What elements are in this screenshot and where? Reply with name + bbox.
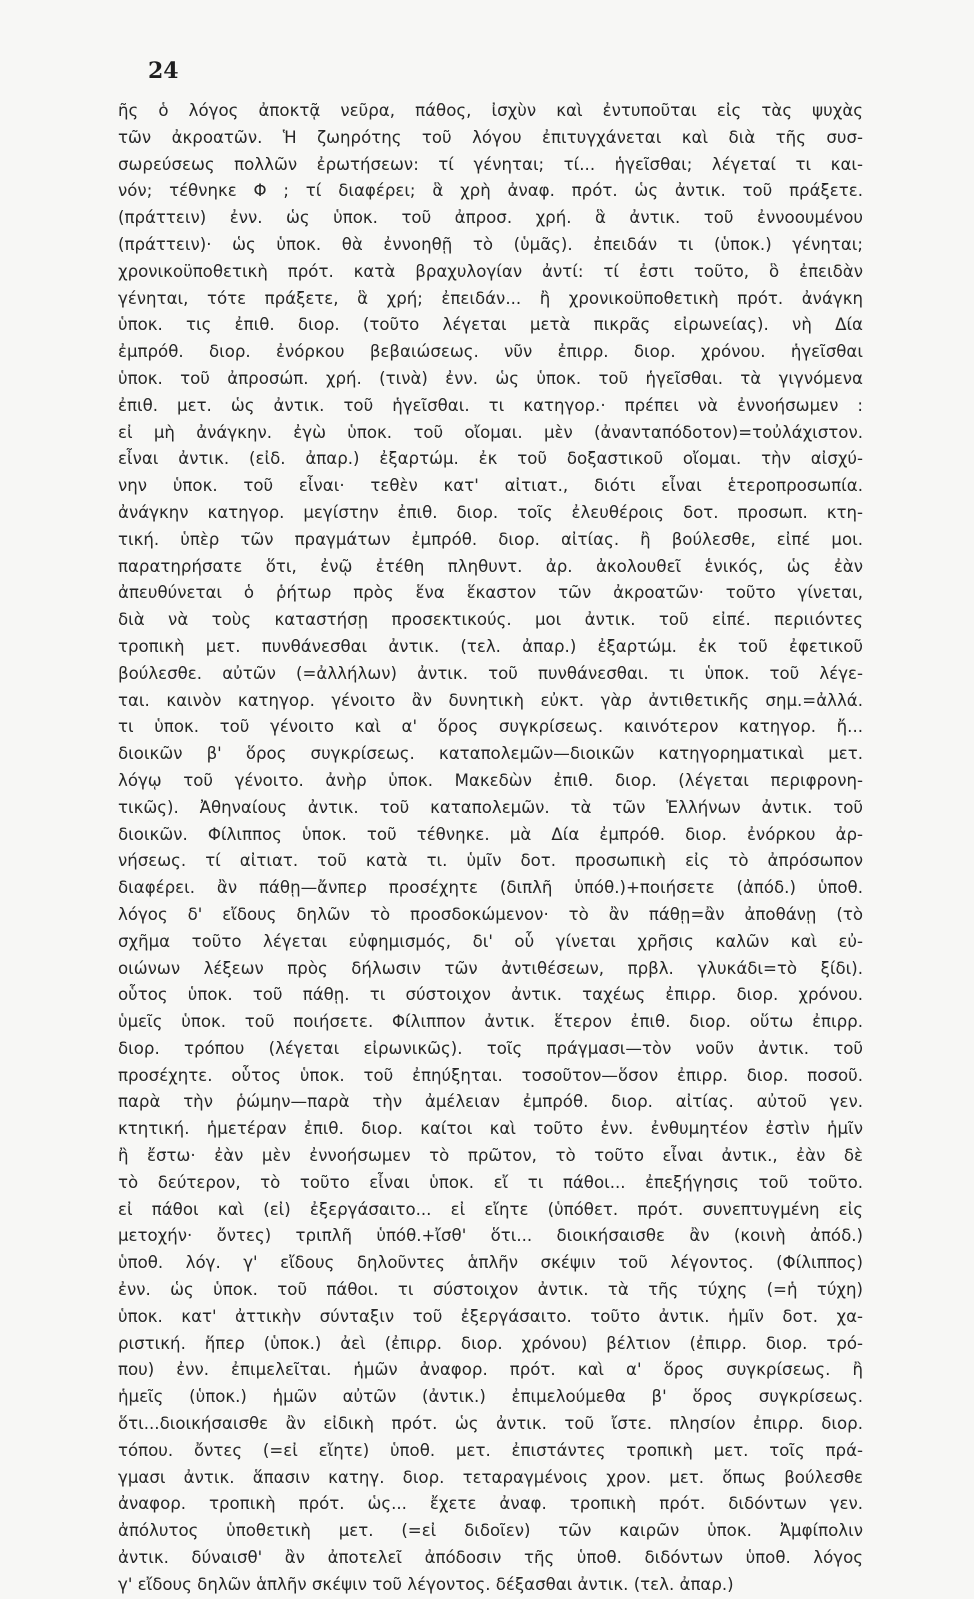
text-line: ἡμεῖς (ὑποκ.) ἡμῶν αὐτῶν (ἀντικ.) ἐπιμελούμεθα β' ὅρος συγκρίσεως. — [118, 1387, 863, 1407]
text-line: ἀναφορ. τροπικὴ πρότ. ὡς... ἔχετε ἀναφ. τροπικὴ πρότ. διδόντων γεν. — [118, 1494, 863, 1514]
text-line: ὑποκ. τοῦ ἀπροσώπ. χρή. (τινὰ) ἐνν. ὡς ὑποκ. τοῦ ἡγεῖσθαι. τὰ γιγνόμενα — [118, 368, 863, 388]
text-line: σωρεύσεως πολλῶν ἐρωτήσεων: τί γένηται; τί... ἡγεῖσθαι; λέγεταί τι και- — [118, 154, 863, 174]
text-line: ῆς ὁ λόγος ἀποκτᾷ νεῦρα, πάθος, ἰσχὺν καὶ ἐντυποῦται εἰς τὰς ψυχὰς — [118, 101, 863, 120]
text-line: οὗτος ὑποκ. τοῦ πάθῃ. τι σύστοιχον ἀντικ. ταχέως ἐπιρρ. διορ. χρόνου. — [118, 985, 863, 1005]
text-line: τικῶς). Ἀθηναίους ἀντικ. τοῦ καταπολεμῶν. τὰ τῶν Ἑλλήνων ἀντικ. τοῦ — [118, 797, 863, 817]
text-line: ται. καινὸν κατηγορ. γένοιτο ἂν δυνητικὴ εὐκτ. γὰρ ἀντιθετικῆς σημ.=ἀλλά. — [118, 690, 863, 710]
page-number: 24 — [148, 58, 179, 84]
text-line: που) ἐνν. ἐπιμελεῖται. ἡμῶν ἀναφορ. πρότ. καὶ α' ὅρος συγκρίσεως. ἢ — [118, 1360, 863, 1380]
text-line: ὑποκ. τις ἐπιθ. διορ. (τοῦτο λέγεται μετὰ πικρᾶς εἰρωνείας). νὴ Δία — [118, 315, 863, 335]
text-line: τῶν ἀκροατῶν. Ἡ ζωηρότης τοῦ λόγου ἐπιτυγχάνεται καὶ διὰ τῆς συσ- — [118, 127, 863, 147]
text-line: ὑποκ. κατ' ἀττικὴν σύνταξιν τοῦ ἐξεργάσαιτο. τοῦτο ἀντικ. ἡμῖν δοτ. χα- — [118, 1306, 863, 1326]
text-line: νήσεως. τί αἰτιατ. τοῦ κατὰ τι. ὑμῖν δοτ. προσωπικὴ εἰς τὸ ἀπρόσωπον — [118, 851, 863, 871]
text-line: ἀπόλυτος ὑποθετικὴ μετ. (=εἰ διδοῖεν) τῶν καιρῶν ὑποκ. Ἀμφίπολιν — [118, 1521, 863, 1541]
text-line: διοικῶν β' ὅρος συγκρίσεως. καταπολεμῶν—διοικῶν κατηγορηματικαὶ μετ. — [118, 744, 863, 764]
text-line: χρονικοϋποθετικὴ πρότ. κατὰ βραχυλογίαν ἀντί: τί ἐστι τοῦτο, ὃ ἐπειδὰν — [118, 261, 863, 281]
text-line: τὸ δεύτερον, τὸ τοῦτο εἶναι ὑποκ. εἴ τι πάθοι... ἐπεξήγησις τοῦ τοῦτο. — [118, 1172, 863, 1192]
text-line: γ' εἴδους δηλῶν ἁπλῆν σκέψιν τοῦ λέγοντος. δέξασθαι ἀντικ. (τελ. ἀπαρ.) — [118, 1574, 734, 1594]
text-line: ριστική. ἥπερ (ὑποκ.) ἀεὶ (ἐπιρρ. διορ. χρόνου) βέλτιον (ἐπιρρ. διορ. τρό- — [118, 1333, 863, 1353]
text-line: (πράττειν) ἐνν. ὡς ὑποκ. τοῦ ἀπροσ. χρή. ἃ ἀντικ. τοῦ ἐννοουμένου — [118, 208, 863, 228]
text-line: ὅτι...διοικήσαισθε ἂν εἰδικὴ πρότ. ὡς ἀντικ. τοῦ ἴστε. πλησίον ἐπιρρ. διορ. — [118, 1414, 863, 1434]
text-line: ἐνν. ὡς ὑποκ. τοῦ πάθοι. τι σύστοιχον ἀντικ. τὰ τῆς τύχης (=ἡ τύχη) — [118, 1280, 863, 1300]
text-line: οιώνων λέξεων πρὸς δήλωσιν τῶν ἀντιθέσεων, πρβλ. γλυκάδι=τὸ ξίδι). — [118, 958, 863, 978]
text-line: ὑμεῖς ὑποκ. τοῦ ποιήσετε. Φίλιππον ἀντικ. ἕτερον ἐπιθ. διορ. οὕτω ἐπιρρ. — [118, 1012, 863, 1032]
text-line: ἀνάγκην κατηγορ. μεγίστην ἐπιθ. διορ. τοῖς ἐλευθέροις δοτ. προσωπ. κτη- — [118, 502, 863, 522]
text-line: ὑποθ. λόγ. γ' εἴδους δηλοῦντες ἁπλῆν σκέψιν τοῦ λέγοντος. (Φίλιππος) — [118, 1253, 863, 1273]
text-line: (πράττειν)· ὡς ὑποκ. θὰ ἐννοηθῇ τὸ (ὑμᾶς). ἐπειδάν τι (ὑποκ.) γένηται; — [118, 234, 863, 254]
text-line: τροπικὴ μετ. πυνθάνεσθαι ἀντικ. (τελ. ἀπαρ.) ἐξαρτώμ. ἐκ τοῦ ἐφετικοῦ — [118, 636, 863, 656]
text-line: παρὰ τὴν ῥώμην—παρὰ τὴν ἀμέλειαν ἐμπρόθ. διορ. αἰτίας. αὐτοῦ γεν. — [118, 1092, 863, 1112]
text-line: λόγῳ τοῦ γένοιτο. ἀνὴρ ὑποκ. Μακεδὼν ἐπιθ. διορ. (λέγεται περιφρονη- — [118, 770, 863, 790]
commentary-text — [118, 98, 863, 1599]
text-line: τική. ὑπὲρ τῶν πραγμάτων ἐμπρόθ. διορ. αἰτίας. ἢ βούλεσθε, εἰπέ μοι. — [118, 529, 863, 549]
text-line: διὰ νὰ τοὺς καταστήσῃ προσεκτικούς. μοι ἀντικ. τοῦ εἰπέ. περιιόντες — [118, 610, 863, 630]
text-line: γένηται, τότε πράξετε, ἃ χρή; ἐπειδάν... ἢ χρονικοϋποθετικὴ πρότ. ἀνάγκη — [118, 288, 863, 308]
text-line: τόπου. ὄντες (=εἰ εἴητε) ὑποθ. μετ. ἐπιστάντες τροπικὴ μετ. τοῖς πρά- — [118, 1440, 863, 1460]
text-line: μετοχήν· ὄντες) τριπλῆ ὑπόθ.+ἴσθ' ὅτι... διοικήσαισθε ἂν (κοινὴ ἀπόδ.) — [118, 1226, 863, 1246]
text-line: διοικῶν. Φίλιππος ὑποκ. τοῦ τέθνηκε. μὰ Δία ἐμπρόθ. διορ. ἐνόρκου ἀρ- — [118, 824, 863, 844]
text-line: εἰ μὴ ἀνάγκην. ἐγὼ ὑποκ. τοῦ οἴομαι. μὲν (ἀνανταπόδοτον)=τοὐλάχιστον. — [118, 422, 863, 442]
text-line: τι ὑποκ. τοῦ γένοιτο καὶ α' ὅρος συγκρίσεως. καινότερον κατηγορ. ἤ... — [118, 717, 863, 737]
text-line: ἐμπρόθ. διορ. ἐνόρκου βεβαιώσεως. νῦν ἐπιρρ. διορ. χρόνου. ἡγεῖσθαι — [118, 342, 863, 362]
text-line: νην ὑποκ. τοῦ εἶναι· τεθὲν κατ' αἰτιατ., διότι εἶναι ἑτεροπροσωπία. — [118, 476, 863, 496]
text-line: νόν; τέθνηκε Φ ; τί διαφέρει; ἃ χρὴ ἀναφ. πρότ. ὡς ἀντικ. τοῦ πράξετε. — [118, 181, 863, 201]
text-line: ἢ ἔστω· ἐὰν μὲν ἐννοήσωμεν τὸ πρῶτον, τὸ τοῦτο εἶναι ἀντικ., ἐὰν δὲ — [118, 1146, 863, 1166]
text-line: βούλεσθε. αὐτῶν (=ἀλλήλων) ἀντικ. τοῦ πυνθάνεσθαι. τι ὑποκ. τοῦ λέγε- — [118, 663, 863, 683]
text-line: λόγος δ' εἴδους δηλῶν τὸ προσδοκώμενον· τὸ ἂν πάθῃ=ἂν ἀποθάνῃ (τὸ — [118, 904, 863, 924]
text-line: διαφέρει. ἂν πάθῃ—ἄνπερ προσέχητε (διπλῆ ὑπόθ.)+ποιήσετε (ἀπόδ.) ὑποθ. — [118, 878, 863, 898]
text-line: εἶναι ἀντικ. (εἰδ. ἀπαρ.) ἐξαρτώμ. ἐκ τοῦ δοξαστικοῦ οἴομαι. τὴν αἰσχύ- — [118, 449, 863, 469]
text-line: γμασι ἀντικ. ἅπασιν κατηγ. διορ. τεταραγμένοις χρον. μετ. ὅπως βούλεσθε — [118, 1467, 863, 1487]
text-line: κτητική. ἡμετέραν ἐπιθ. διορ. καίτοι καὶ τοῦτο ἐνν. ἐνθυμητέον ἐστὶν ἡμῖν — [118, 1119, 863, 1139]
text-line: παρατηρήσατε ὅτι, ἐνῷ ἐτέθη πληθυντ. ἀρ. ἀκολουθεῖ ἑνικός, ὡς ἐὰν — [118, 556, 863, 576]
text-line: σχῆμα τοῦτο λέγεται εὐφημισμός, δι' οὗ γίνεται χρῆσις καλῶν καὶ εὐ- — [118, 931, 863, 951]
text-line: ἀπευθύνεται ὁ ῥήτωρ πρὸς ἕνα ἕκαστον τῶν ἀκροατῶν· τοῦτο γίνεται, — [118, 583, 863, 603]
text-line: διορ. τρόπου (λέγεται εἰρωνικῶς). τοῖς πράγμασι—τὸν νοῦν ἀντικ. τοῦ — [118, 1038, 863, 1058]
text-line: ἐπιθ. μετ. ὡς ἀντικ. τοῦ ἡγεῖσθαι. τι κατηγορ.· πρέπει νὰ ἐννοήσωμεν : — [118, 395, 863, 415]
text-line: προσέχητε. οὗτος ὑποκ. τοῦ ἐπηύξηται. τοσοῦτον—ὅσον ἐπιρρ. διορ. ποσοῦ. — [118, 1065, 863, 1085]
text-line: ἀντικ. δύναισθ' ἂν ἀποτελεῖ ἀπόδοσιν τῆς ὑποθ. διδόντων ὑποθ. λόγος — [118, 1548, 863, 1568]
text-line: εἰ πάθοι καὶ (εἰ) ἐξεργάσαιτο... εἰ εἴητε (ὑπόθετ. πρότ. συνεπτυγμένη εἰς — [118, 1199, 863, 1219]
